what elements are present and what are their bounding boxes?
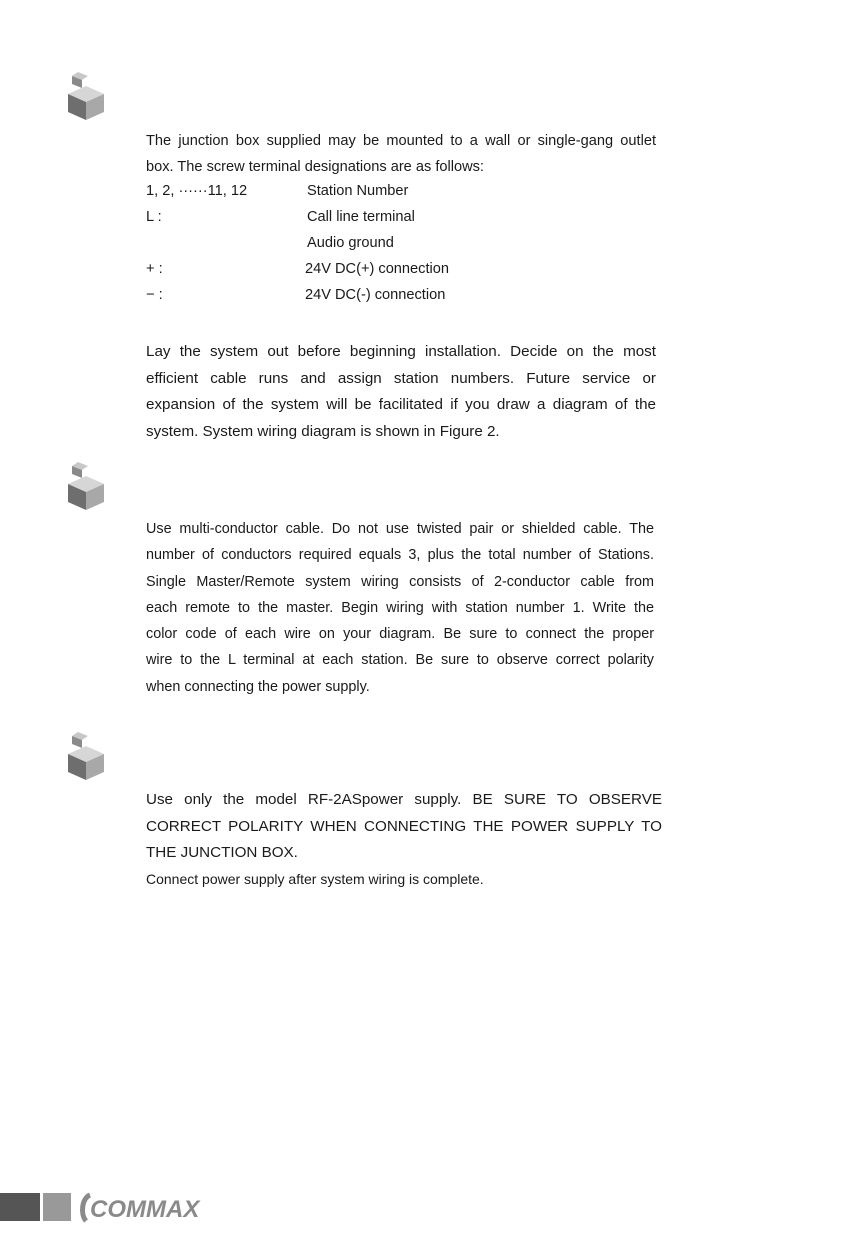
terminal-key: 1, 2, ······11, 12 [146, 183, 248, 199]
layout-paragraph [146, 339, 656, 445]
terminal-desc: Audio ground [307, 235, 394, 251]
footer-bar-light [43, 1193, 71, 1221]
text-line: Use only the model RF-2ASpower supply. BE SURE TO OBSERVE [146, 791, 662, 808]
terminal-desc: 24V DC(-) connection [305, 287, 446, 303]
logo-text: COMMAX [90, 1196, 200, 1223]
text-line: each remote to the master. Begin wiring with station number 1. Write the [146, 599, 654, 616]
section-cube-icon [64, 460, 108, 510]
footer-bar-dark [0, 1193, 40, 1221]
power-supply-paragraph [146, 787, 662, 867]
text-line: expansion of the system will be facilitated if you draw a diagram of the [146, 396, 656, 413]
text-line: wire to the L terminal at each station. Be sure to observe correct polarity [146, 652, 654, 669]
section-cube-icon [64, 730, 108, 780]
text-line: box. The screw terminal designations are as follows: [146, 159, 484, 176]
text-line: when connecting the power supply. [146, 678, 370, 695]
terminal-key: − : [146, 287, 163, 303]
text-line: Use multi-conductor cable. Do not use twisted pair or shielded cable. The [146, 521, 654, 537]
text-line: CORRECT POLARITY WHEN CONNECTING THE POWER SUPPLY TO [146, 817, 662, 835]
commax-logo [76, 1192, 236, 1224]
text-line: Single Master/Remote system wiring consists of 2-conductor cable from [146, 573, 654, 590]
text-line: number of conductors required equals 3, plus the total number of Stations. [146, 547, 654, 564]
power-supply-note [146, 867, 656, 891]
terminal-key: L : [146, 209, 162, 225]
text-line: The junction box supplied may be mounted to a wall or single-gang outlet [146, 133, 656, 149]
text-line: system. System wiring diagram is shown in Figure 2. [146, 422, 500, 440]
junction-box-intro [146, 128, 656, 180]
text-line: Lay the system out before beginning installation. Decide on the most [146, 343, 656, 360]
text-line: Connect power supply after system wiring is complete. [146, 871, 484, 887]
terminal-desc: Call line terminal [307, 209, 415, 225]
text-line: efficient cable runs and assign station numbers. Future service or [146, 369, 656, 387]
terminal-desc: 24V DC(+) connection [305, 261, 449, 277]
wiring-paragraph [146, 516, 654, 700]
terminal-desc: Station Number [307, 183, 409, 199]
text-line: color code of each wire on your diagram. Be sure to connect the proper [146, 626, 654, 643]
section-cube-icon [64, 70, 108, 120]
terminal-key: + : [146, 261, 163, 277]
text-line: THE JUNCTION BOX. [146, 844, 298, 861]
